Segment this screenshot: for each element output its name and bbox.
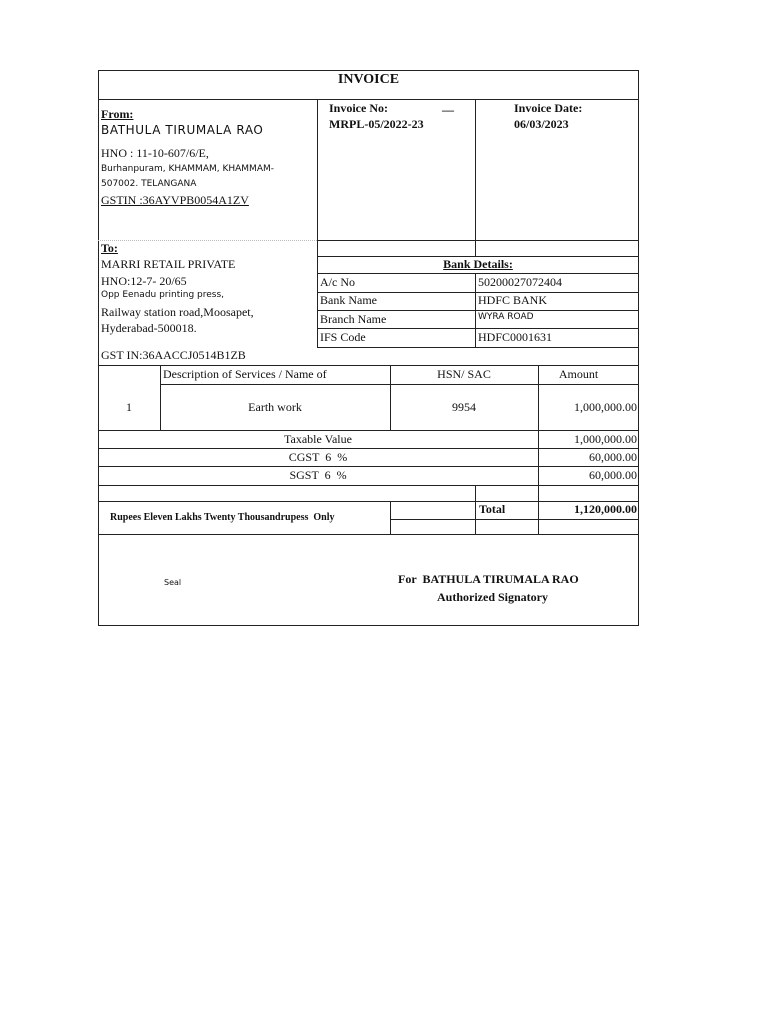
to-address-line1: Opp Eenadu printing press,	[101, 290, 225, 300]
rule-bank-bottom	[317, 347, 639, 348]
rule-v-sno	[160, 365, 161, 430]
bank-label-acno: A/c No	[320, 275, 355, 289]
bank-heading: Bank Details:	[443, 257, 513, 271]
to-label: To:	[101, 241, 118, 255]
seal-label: Seal	[164, 578, 182, 587]
amount-in-words: Rupees Eleven Lakhs Twenty Thousandrupess Only	[110, 512, 335, 523]
rule-v-header-left	[317, 99, 318, 348]
item-sno: 1	[126, 400, 132, 414]
to-address-line2: Railway station road,Moosapet,	[101, 305, 254, 319]
rule-to-top	[98, 240, 317, 241]
bank-value-acno: 50200027072404	[478, 275, 562, 289]
rule-blank-bottom	[98, 501, 639, 502]
for-company: For BATHULA TIRUMALA RAO	[398, 572, 579, 586]
rule-total-mid	[390, 519, 639, 520]
from-label: From:	[101, 107, 134, 121]
total-label: Total	[479, 502, 506, 516]
rule-v-bank-mid	[475, 273, 476, 347]
to-address-line3: Hyderabad-500018.	[101, 321, 197, 335]
rule-bank-row-4	[317, 328, 639, 329]
rule-item-bottom	[98, 430, 639, 431]
invoice-date-value: 06/03/2023	[514, 117, 569, 131]
rule-v-header-mid	[475, 99, 476, 256]
bank-value-name: HDFC BANK	[478, 293, 548, 307]
rule-sgst-bottom	[98, 485, 639, 486]
sgst-value: 60,000.00	[589, 468, 637, 482]
item-description: Earth work	[248, 400, 302, 414]
taxable-value: 1,000,000.00	[574, 432, 637, 446]
cgst-value: 60,000.00	[589, 450, 637, 464]
rule-v-total-left	[390, 501, 391, 534]
rule-header-bottom	[317, 240, 639, 241]
total-value: 1,120,000.00	[574, 502, 637, 516]
invoice-no-dash: __	[442, 99, 454, 113]
invoice-no-label: Invoice No:	[329, 101, 388, 115]
item-hsn: 9954	[452, 400, 476, 414]
bank-value-ifs: HDFC0001631	[478, 330, 553, 344]
item-amount: 1,000,000.00	[574, 400, 637, 414]
header-amount: Amount	[558, 367, 599, 381]
rule-cgst-bottom	[98, 466, 639, 467]
rule-title	[98, 99, 639, 100]
rule-bank-row-1	[317, 273, 639, 274]
rule-total-bottom	[98, 534, 639, 535]
bank-label-name: Bank Name	[320, 293, 377, 307]
rule-taxable-bottom	[98, 448, 639, 449]
from-name: BATHULA TIRUMALA RAO	[101, 123, 264, 137]
authorized-signatory: Authorized Signatory	[437, 590, 548, 604]
to-name: MARRI RETAIL PRIVATE	[101, 257, 236, 271]
bank-value-branch: WYRA ROAD	[478, 312, 534, 322]
invoice-title: INVOICE	[337, 72, 400, 87]
rule-table-header-top	[98, 365, 639, 366]
rule-bank-row-3	[317, 310, 639, 311]
bank-label-ifs: IFS Code	[320, 330, 366, 344]
from-gstin: GSTIN :36AYVPB0054A1ZV	[101, 193, 249, 207]
from-address-line1: Burhanpuram, KHAMMAM, KHAMMAM-	[101, 164, 274, 174]
taxable-label: Taxable Value	[284, 432, 352, 446]
cgst-label: CGST 6 %	[288, 450, 348, 464]
header-hsn: HSN/ SAC	[437, 367, 491, 381]
from-address-line2: 507002. TELANGANA	[101, 179, 197, 189]
rule-table-header-bottom	[160, 384, 639, 385]
to-hno: HNO:12-7- 20/65	[101, 274, 187, 288]
invoice-no-value: MRPL-05/2022-23	[329, 117, 424, 131]
sgst-label: SGST 6 %	[289, 468, 347, 482]
to-gstin: GST IN:36AACCJ0514B1ZB	[101, 348, 246, 362]
invoice-date-label: Invoice Date:	[514, 101, 583, 115]
rule-v-total-mid	[475, 485, 476, 534]
bank-label-branch: Branch Name	[320, 312, 387, 326]
header-description: Description of Services / Name of	[163, 367, 327, 381]
from-hno: HNO : 11-10-607/6/E,	[101, 146, 209, 160]
